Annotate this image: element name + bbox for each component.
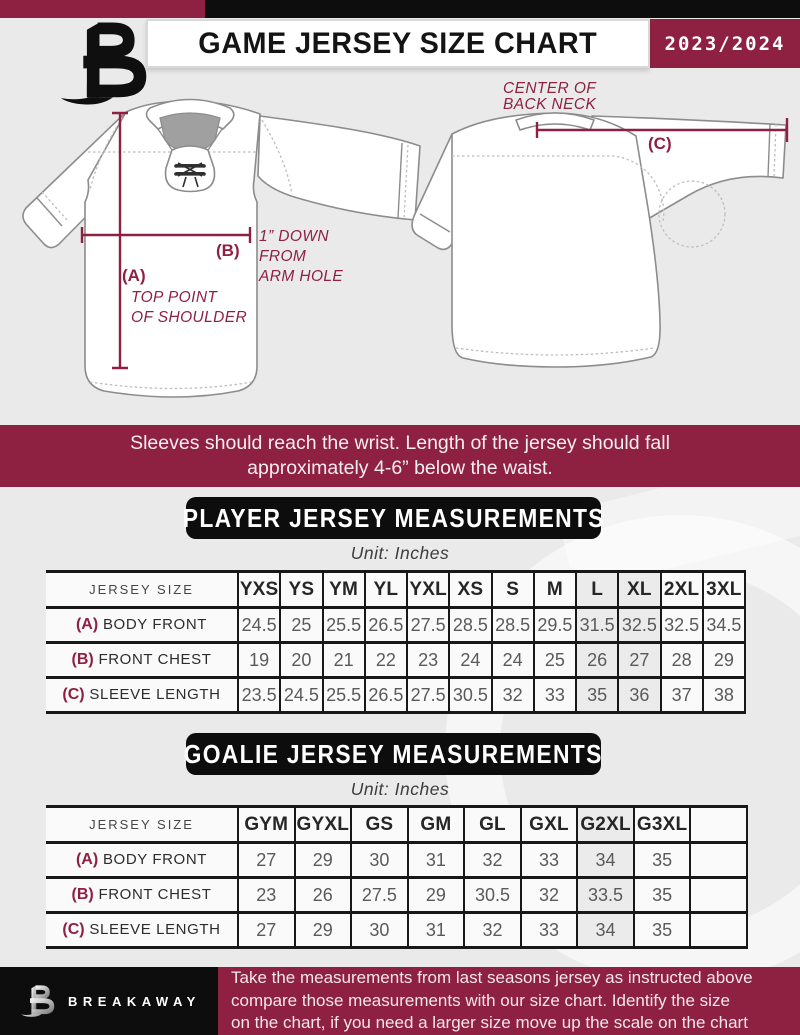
- size-column-header: XL: [618, 572, 660, 608]
- measurement-row-label: [46, 843, 238, 878]
- fit-note-banner: [0, 425, 800, 487]
- measurement-value-cell: 37: [661, 678, 703, 713]
- measurement-value-cell: 33: [521, 843, 578, 878]
- size-column-header: L: [576, 572, 618, 608]
- measurement-value-cell: 25: [534, 643, 576, 678]
- measurement-value-cell: 31.5: [576, 608, 618, 643]
- size-column-header: YS: [280, 572, 322, 608]
- size-column-header: [690, 807, 747, 843]
- measurement-value-cell: 32: [521, 878, 578, 913]
- measurement-value-cell: 27: [618, 643, 660, 678]
- measurement-row: [46, 913, 747, 948]
- measurement-value-cell: 36: [618, 678, 660, 713]
- header-accent-strip-black: [205, 0, 800, 18]
- measurement-value-cell: 24: [492, 643, 534, 678]
- measurement-value-cell: 30.5: [449, 678, 491, 713]
- goalie-section-title-text: GOALIE JERSEY MEASUREMENTS: [183, 738, 604, 769]
- measurement-value-cell: 29: [295, 913, 352, 948]
- label-b-note-2: FROM: [259, 248, 307, 265]
- measurement-row: [46, 643, 745, 678]
- page-title-bar: [146, 19, 650, 68]
- size-column-header: 2XL: [661, 572, 703, 608]
- label-c-note-2: BACK NECK: [503, 96, 597, 113]
- player-section-title-text: PLAYER JERSEY MEASUREMENTS: [182, 502, 605, 533]
- measurement-value-cell: 24: [449, 643, 491, 678]
- measurement-value-cell: 21: [323, 643, 365, 678]
- measurement-label: BODY FRONT: [98, 851, 208, 868]
- size-column-header: G3XL: [634, 807, 691, 843]
- size-column-header: GXL: [521, 807, 578, 843]
- measurement-row-label: [46, 878, 238, 913]
- measurement-value-cell: 19: [238, 643, 280, 678]
- fit-note-line-2: approximately 4-6” below the waist.: [247, 457, 553, 479]
- back-jersey-drawing: [412, 80, 787, 367]
- breakaway-b-logo-icon-small: [20, 983, 56, 1019]
- measurement-value-cell: 26.5: [365, 608, 407, 643]
- measurement-value-cell: 27.5: [407, 608, 449, 643]
- player-measurements-table: [46, 570, 746, 714]
- measurement-value-cell: 27.5: [351, 878, 408, 913]
- measurement-value-cell: 34.5: [703, 608, 745, 643]
- measurement-value-cell: 25: [280, 608, 322, 643]
- measurement-value-cell: 30: [351, 913, 408, 948]
- footer-instructions-line-1: Take the measurements from last seasons jersey as instructed above: [231, 968, 753, 988]
- measurement-label: FRONT CHEST: [93, 886, 212, 903]
- measurement-value-cell: 35: [634, 843, 691, 878]
- page-title: GAME JERSEY SIZE CHART: [198, 26, 598, 60]
- measurement-value-cell: 32.5: [661, 608, 703, 643]
- size-column-header: YL: [365, 572, 407, 608]
- label-b: (B): [216, 241, 240, 260]
- size-column-header: YXL: [407, 572, 449, 608]
- front-jersey-drawing: [23, 100, 420, 398]
- footer-brand-block: [0, 967, 218, 1035]
- goalie-section-title: [183, 733, 604, 775]
- measurement-value-cell: 28.5: [492, 608, 534, 643]
- measurement-row-label: [46, 678, 238, 713]
- measurement-label: SLEEVE LENGTH: [84, 921, 221, 938]
- size-column-header: GL: [464, 807, 521, 843]
- measurement-row: [46, 843, 747, 878]
- header-accent-strip-maroon: [0, 0, 205, 18]
- footer-instructions-line-2: compare those measurements with our size chart. Identify the size: [231, 990, 730, 1010]
- breakaway-b-logo-icon: [56, 18, 152, 108]
- size-header-row: [46, 572, 745, 608]
- label-b-note-3: ARM HOLE: [259, 268, 344, 285]
- measurement-value-cell: 26: [295, 878, 352, 913]
- measurement-key: (C): [62, 921, 85, 938]
- measurement-value-cell: 32: [464, 913, 521, 948]
- measurement-key: (B): [71, 886, 94, 903]
- measurement-row-label: [46, 913, 238, 948]
- label-b-note-1: 1” DOWN: [259, 228, 329, 245]
- goalie-unit-label: Unit: Inches: [350, 779, 450, 799]
- size-column-header: YM: [323, 572, 365, 608]
- measurement-value-cell: 26: [576, 643, 618, 678]
- goalie-measurements-table: [46, 805, 748, 949]
- measurement-value-cell: 28.5: [449, 608, 491, 643]
- measurement-value-cell: 27: [238, 843, 295, 878]
- measurement-value-cell: [690, 878, 747, 913]
- size-header-row: [46, 807, 747, 843]
- measurement-value-cell: 34: [577, 913, 634, 948]
- measurement-value-cell: 34: [577, 843, 634, 878]
- measurement-row: [46, 678, 745, 713]
- player-section-title: [182, 497, 605, 539]
- size-column-header: 3XL: [703, 572, 745, 608]
- size-column-header: G2XL: [577, 807, 634, 843]
- jersey-size-corner-label: JERSEY SIZE: [46, 807, 238, 843]
- measurement-value-cell: 23.5: [238, 678, 280, 713]
- size-column-header: YXS: [238, 572, 280, 608]
- size-column-header: GYM: [238, 807, 295, 843]
- measurement-label: SLEEVE LENGTH: [84, 686, 221, 703]
- measurement-value-cell: 32: [464, 843, 521, 878]
- footer-instructions: [218, 967, 800, 1035]
- measurement-label: BODY FRONT: [98, 616, 208, 633]
- measurement-value-cell: 33: [534, 678, 576, 713]
- season-label: 2023/2024: [664, 32, 786, 55]
- measurement-value-cell: 35: [576, 678, 618, 713]
- measurement-value-cell: 25.5: [323, 678, 365, 713]
- measurement-value-cell: 27.5: [407, 678, 449, 713]
- measurement-value-cell: 32: [492, 678, 534, 713]
- measurement-value-cell: 22: [365, 643, 407, 678]
- measurement-value-cell: 29.5: [534, 608, 576, 643]
- measurement-key: (A): [75, 616, 99, 633]
- season-badge: [650, 19, 800, 68]
- measurement-value-cell: 23: [407, 643, 449, 678]
- measurement-value-cell: 25.5: [323, 608, 365, 643]
- measurement-label: FRONT CHEST: [93, 651, 212, 668]
- measurement-value-cell: 31: [408, 843, 465, 878]
- measurement-value-cell: 33.5: [577, 878, 634, 913]
- measurement-key: (B): [71, 651, 94, 668]
- measurement-row-label: [46, 643, 238, 678]
- jersey-measurement-diagram: [0, 68, 800, 420]
- measurement-value-cell: 23: [238, 878, 295, 913]
- measurement-value-cell: 24.5: [238, 608, 280, 643]
- label-a-note-1: TOP POINT: [131, 289, 218, 306]
- label-c: (C): [648, 134, 672, 153]
- measurement-value-cell: 35: [634, 913, 691, 948]
- measurement-value-cell: 24.5: [280, 678, 322, 713]
- measurement-value-cell: 30.5: [464, 878, 521, 913]
- measurement-value-cell: 32.5: [618, 608, 660, 643]
- measurement-value-cell: 28: [661, 643, 703, 678]
- measurement-value-cell: 33: [521, 913, 578, 948]
- measurement-value-cell: [690, 843, 747, 878]
- size-column-header: GM: [408, 807, 465, 843]
- measurement-value-cell: 29: [295, 843, 352, 878]
- measurement-row-label: [46, 608, 238, 643]
- measurement-value-cell: 35: [634, 878, 691, 913]
- measurement-row: [46, 878, 747, 913]
- size-column-header: GYXL: [295, 807, 352, 843]
- measurement-value-cell: 20: [280, 643, 322, 678]
- label-a: (A): [122, 266, 146, 285]
- size-column-header: S: [492, 572, 534, 608]
- measurement-value-cell: 27: [238, 913, 295, 948]
- measurement-value-cell: 30: [351, 843, 408, 878]
- measurement-value-cell: [690, 913, 747, 948]
- player-unit-label: Unit: Inches: [350, 543, 450, 563]
- measurement-value-cell: 29: [408, 878, 465, 913]
- jersey-size-corner-label: JERSEY SIZE: [46, 572, 238, 608]
- measurement-key: (C): [62, 686, 85, 703]
- measurement-value-cell: 26.5: [365, 678, 407, 713]
- fit-note-line-1: Sleeves should reach the wrist. Length of the jersey should fall: [130, 432, 670, 454]
- label-a-note-2: OF SHOULDER: [131, 309, 248, 326]
- measurement-value-cell: 29: [703, 643, 745, 678]
- measurement-key: (A): [75, 851, 99, 868]
- footer-instructions-line-3: on the chart, if you need a larger size move up the scale on the chart: [231, 1013, 748, 1033]
- size-column-header: GS: [351, 807, 408, 843]
- label-c-note-1: CENTER OF: [503, 80, 597, 97]
- measurement-row: [46, 608, 745, 643]
- size-column-header: M: [534, 572, 576, 608]
- size-column-header: XS: [449, 572, 491, 608]
- measurement-value-cell: 38: [703, 678, 745, 713]
- measurement-value-cell: 31: [408, 913, 465, 948]
- brand-name: BREAKAWAY: [68, 993, 201, 1009]
